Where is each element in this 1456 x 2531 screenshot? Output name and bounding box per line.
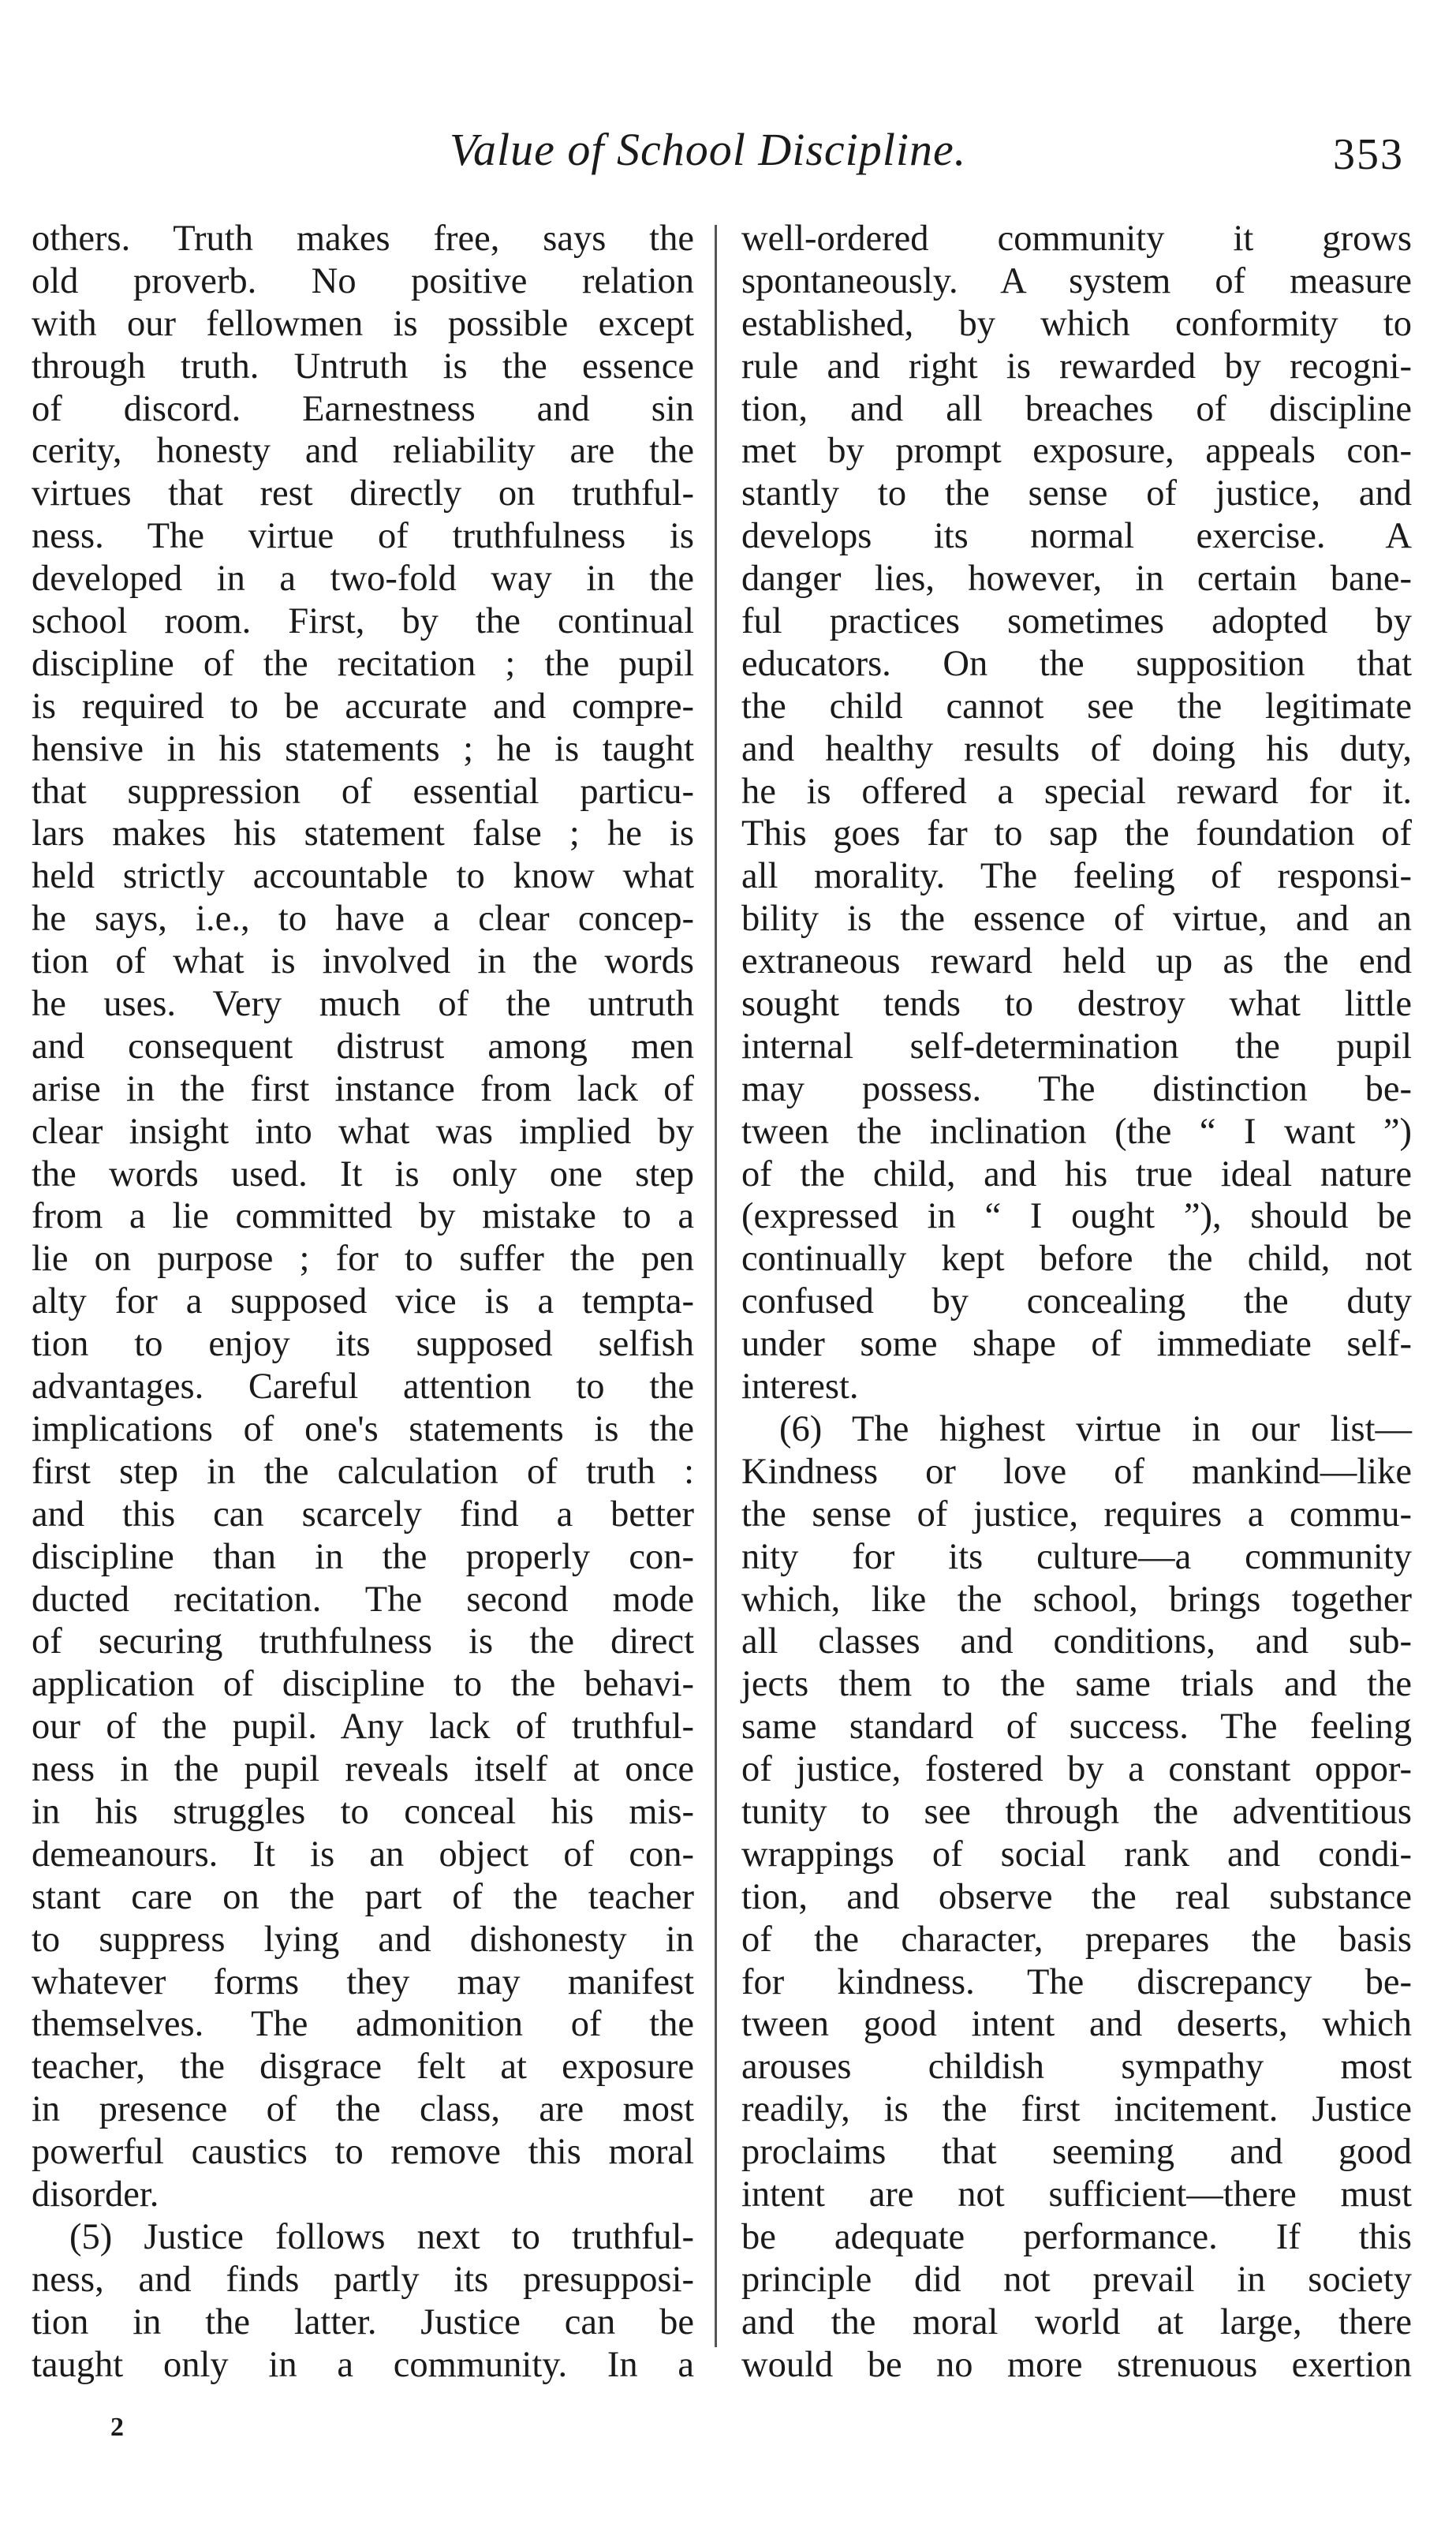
text-line: proclaims that seeming and good bbox=[741, 2132, 1412, 2173]
text-line: and the moral world at large, there bbox=[741, 2301, 1412, 2342]
text-line: ducted recitation. The second mode bbox=[32, 1579, 694, 1620]
text-line: in his struggles to conceal his mis- bbox=[32, 1791, 694, 1832]
text-line: tion, and observe the real substance bbox=[741, 1876, 1412, 1917]
text-line: ness. The virtue of truthfulness is bbox=[32, 516, 694, 557]
text-line: discipline of the recitation ; the pupil bbox=[32, 643, 694, 684]
text-line: tion to enjoy its supposed selfish bbox=[32, 1324, 694, 1365]
column-rule bbox=[715, 225, 717, 2347]
text-line: stantly to the sense of justice, and bbox=[741, 473, 1412, 514]
text-line: and this can scarcely find a better bbox=[32, 1494, 694, 1535]
text-line: others. Truth makes free, says the bbox=[32, 219, 694, 259]
text-line: application of discipline to the behavi- bbox=[32, 1664, 694, 1705]
text-line: ness, and finds partly its presupposi- bbox=[32, 2259, 694, 2300]
text-line: tion in the latter. Justice can be bbox=[32, 2301, 694, 2342]
text-line: of discord. Earnestness and sin bbox=[32, 388, 694, 429]
text-line: of the character, prepares the basis bbox=[741, 1919, 1412, 1960]
text-line: develops its normal exercise. A bbox=[741, 516, 1412, 557]
text-line: be adequate performance. If this bbox=[741, 2216, 1412, 2257]
text-line: may possess. The distinction be- bbox=[741, 1068, 1412, 1109]
text-line: met by prompt exposure, appeals con- bbox=[741, 431, 1412, 472]
text-line: he says, i.e., to have a clear concep- bbox=[32, 899, 694, 940]
text-line: bility is the essence of virtue, and an bbox=[741, 899, 1412, 940]
text-line: all morality. The feeling of responsi- bbox=[741, 856, 1412, 897]
text-line: (6) The highest virtue in our list— bbox=[779, 1408, 1412, 1449]
text-line: lie on purpose ; for to suffer the pen bbox=[32, 1239, 694, 1280]
text-line: under some shape of immediate self- bbox=[741, 1324, 1412, 1365]
text-line: ness in the pupil reveals itself at once bbox=[32, 1749, 694, 1790]
text-line: through truth. Untruth is the essence bbox=[32, 346, 694, 387]
text-line: implications of one's statements is the bbox=[32, 1408, 694, 1449]
text-line: well-ordered community it grows bbox=[741, 219, 1412, 259]
text-line: wrappings of social rank and condi- bbox=[741, 1834, 1412, 1875]
text-line: tion, and all breaches of discipline bbox=[741, 388, 1412, 429]
text-line: first step in the calculation of truth : bbox=[32, 1451, 694, 1492]
text-line: discipline than in the properly con- bbox=[32, 1536, 694, 1577]
text-line: educators. On the supposition that bbox=[741, 643, 1412, 684]
text-line: hensive in his statements ; he is taught bbox=[32, 728, 694, 769]
text-line: lars makes his statement false ; he is bbox=[32, 813, 694, 854]
text-line: which, like the school, brings together bbox=[741, 1579, 1412, 1620]
text-line: established, by which conformity to bbox=[741, 303, 1412, 344]
text-line: cerity, honesty and reliability are the bbox=[32, 431, 694, 472]
text-line: advantages. Careful attention to the bbox=[32, 1366, 694, 1408]
text-line: spontaneously. A system of measure bbox=[741, 260, 1412, 301]
text-line: stant care on the part of the teacher bbox=[32, 1876, 694, 1917]
text-line: This goes far to sap the foundation of bbox=[741, 813, 1412, 854]
text-line: arouses childish sympathy most bbox=[741, 2047, 1412, 2088]
text-line: intent are not sufficient—there must bbox=[741, 2174, 1412, 2215]
text-line: of justice, fostered by a constant oppor- bbox=[741, 1749, 1412, 1790]
text-line: to suppress lying and dishonesty in bbox=[32, 1919, 694, 1960]
text-line: jects them to the same trials and the bbox=[741, 1664, 1412, 1705]
left-column bbox=[32, 218, 694, 2386]
text-line: would be no more strenuous exertion bbox=[741, 2344, 1412, 2385]
text-line: continually kept before the child, not bbox=[741, 1239, 1412, 1280]
text-line: is required to be accurate and compre- bbox=[32, 686, 694, 727]
text-line: interest. bbox=[741, 1366, 859, 1408]
page-number: 353 bbox=[1333, 130, 1404, 179]
text-line: (5) Justice follows next to truthful- bbox=[69, 2216, 694, 2257]
text-line: tween good intent and deserts, which bbox=[741, 2004, 1412, 2045]
text-line: clear insight into what was implied by bbox=[32, 1111, 694, 1152]
text-line: whatever forms they may manifest bbox=[32, 1961, 694, 2002]
text-line: internal self-determination the pupil bbox=[741, 1026, 1412, 1067]
text-line: (expressed in “ I ought ”), should be bbox=[741, 1196, 1412, 1237]
text-line: with our fellowmen is possible except bbox=[32, 303, 694, 344]
text-line: ful practices sometimes adopted by bbox=[741, 601, 1412, 642]
text-line: tween the inclination (the “ I want ”) bbox=[741, 1111, 1412, 1152]
text-line: themselves. The admonition of the bbox=[32, 2004, 694, 2045]
signature-mark: 2 bbox=[110, 2413, 124, 2442]
text-line: rule and right is rewarded by recogni- bbox=[741, 346, 1412, 387]
text-line: of the child, and his true ideal nature bbox=[741, 1153, 1412, 1194]
text-line: demeanours. It is an object of con- bbox=[32, 1834, 694, 1875]
text-line: and healthy results of doing his duty, bbox=[741, 728, 1412, 769]
text-line: the sense of justice, requires a commu- bbox=[741, 1494, 1412, 1535]
text-line: he uses. Very much of the untruth bbox=[32, 984, 694, 1025]
text-line: same standard of success. The feeling bbox=[741, 1707, 1412, 1748]
text-line: tion of what is involved in the words bbox=[32, 941, 694, 982]
text-line: sought tends to destroy what little bbox=[741, 984, 1412, 1025]
text-line: from a lie committed by mistake to a bbox=[32, 1196, 694, 1237]
text-line: old proverb. No positive relation bbox=[32, 260, 694, 301]
text-line: principle did not prevail in society bbox=[741, 2259, 1412, 2300]
text-line: danger lies, however, in certain bane- bbox=[741, 559, 1412, 600]
text-line: tunity to see through the adventitious bbox=[741, 1791, 1412, 1832]
text-line: all classes and conditions, and sub- bbox=[741, 1621, 1412, 1662]
running-head bbox=[0, 118, 1456, 189]
text-line: for kindness. The discrepancy be- bbox=[741, 1961, 1412, 2002]
text-line: extraneous reward held up as the end bbox=[741, 941, 1412, 982]
text-line: alty for a supposed vice is a tempta- bbox=[32, 1281, 694, 1322]
text-line: teacher, the disgrace felt at exposure bbox=[32, 2047, 694, 2088]
text-line: disorder. bbox=[32, 2174, 159, 2215]
text-line: taught only in a community. In a bbox=[32, 2344, 694, 2385]
text-line: developed in a two-fold way in the bbox=[32, 559, 694, 600]
text-line: he is offered a special reward for it. bbox=[741, 771, 1412, 812]
text-line: Kindness or love of mankind—like bbox=[741, 1451, 1412, 1492]
text-line: the child cannot see the legitimate bbox=[741, 686, 1412, 727]
page-title: Value of School Discipline. bbox=[450, 124, 967, 175]
text-line: nity for its culture—a community bbox=[741, 1536, 1412, 1577]
text-line: of securing truthfulness is the direct bbox=[32, 1621, 694, 1662]
text-line: held strictly accountable to know what bbox=[32, 856, 694, 897]
text-line: powerful caustics to remove this moral bbox=[32, 2132, 694, 2173]
text-line: virtues that rest directly on truthful- bbox=[32, 473, 694, 514]
text-line: confused by concealing the duty bbox=[741, 1281, 1412, 1322]
right-column bbox=[741, 218, 1412, 2386]
text-line: our of the pupil. Any lack of truthful- bbox=[32, 1707, 694, 1748]
text-line: that suppression of essential particu- bbox=[32, 771, 694, 812]
text-line: school room. First, by the continual bbox=[32, 601, 694, 642]
text-line: arise in the first instance from lack of bbox=[32, 1068, 694, 1109]
text-line: readily, is the first incitement. Justice bbox=[741, 2089, 1412, 2130]
text-line: in presence of the class, are most bbox=[32, 2089, 694, 2130]
text-line: and consequent distrust among men bbox=[32, 1026, 694, 1067]
text-line: the words used. It is only one step bbox=[32, 1153, 694, 1194]
